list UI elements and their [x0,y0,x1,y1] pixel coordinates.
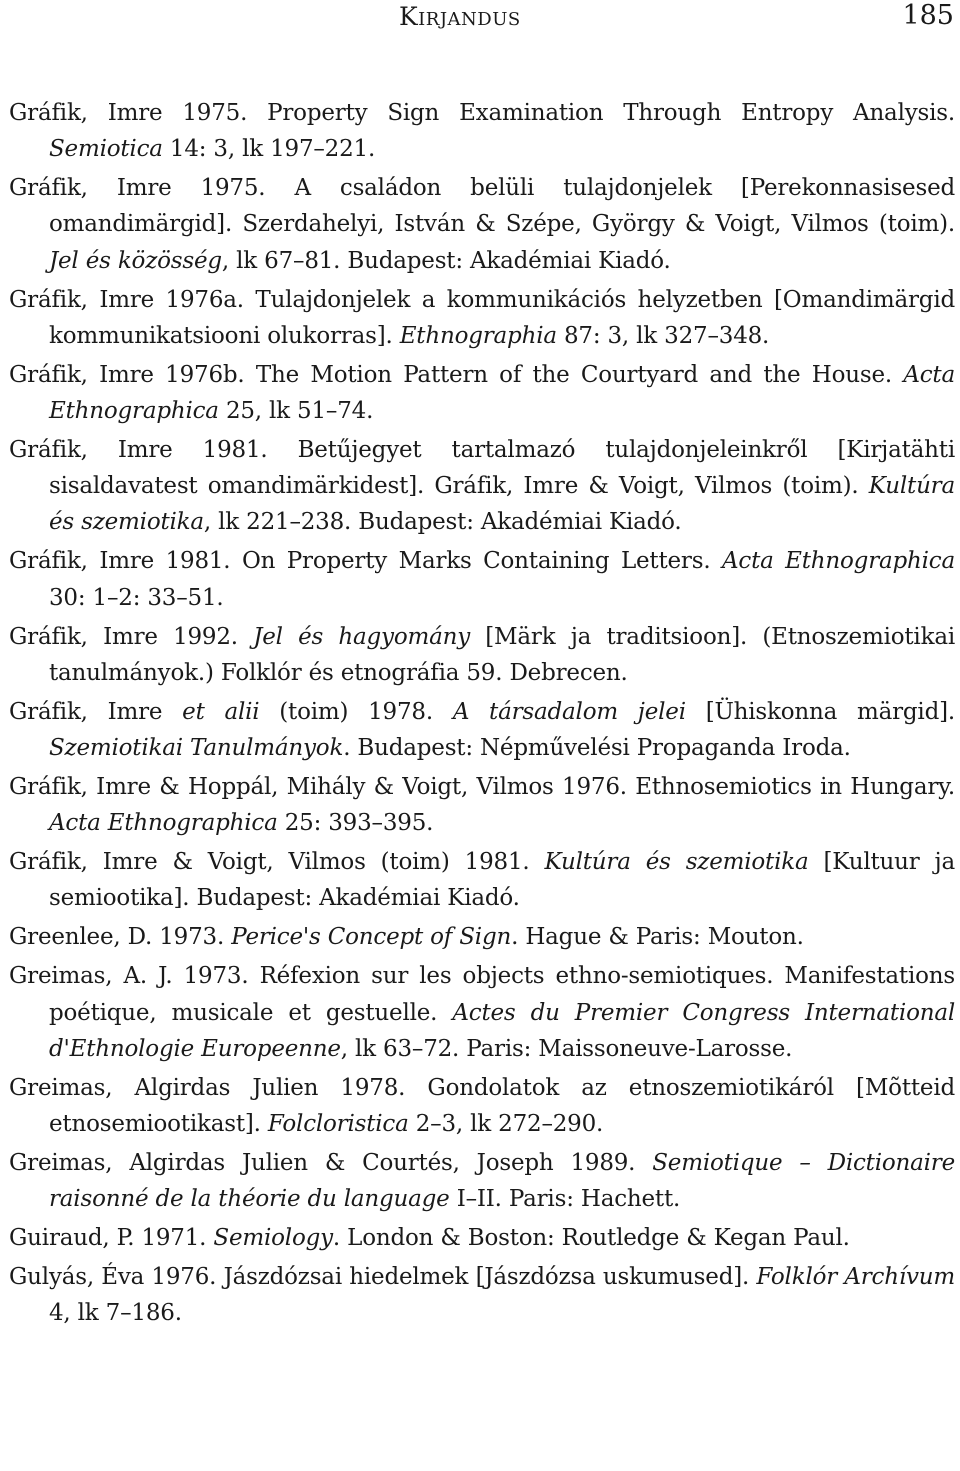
entry-text: Greimas, Algirdas Julien & Courtés, Joseph 1989. [9,1150,653,1177]
entry-title-italic: Jel és közösség [49,247,222,274]
entry-text: Gráfik, Imre 1981. On Property Marks Containing Letters. [9,548,722,575]
entry-text: . London & Boston: Routledge & Kegan Paul. [332,1225,850,1252]
entry-title-italic: Folklór Archívum [756,1264,956,1291]
entry-text: 25, lk 51–74. [218,398,374,425]
entry-text: . Hague & Paris: Mouton. [511,924,804,951]
entry-text: 87: 3, lk 327–348. [556,322,770,349]
entry-title-italic: Acta Ethnographica [49,361,955,425]
bibliography-entry [9,619,955,691]
entry-text: (toim) 1978. [259,698,453,725]
entry-text: Gráfik, Imre 1976b. The Motion Pattern of the Courtyard and the House. [9,361,904,388]
entry-text: 25: 393–395. [277,810,434,837]
bibliography-entry [9,95,955,167]
entry-title-italic: Szemiotikai Tanulmányok [49,735,344,762]
bibliography-entry [9,694,955,766]
entry-text: I–II. Paris: Hachett. [449,1186,681,1213]
entry-title-italic: Perice's Concept of Sign [231,924,512,951]
page-number: 185 [902,0,954,31]
entry-text: Gráfik, Imre 1981. Betűjegyet tartalmazó tulajdonjeleinkről [Kirjatähti sisaldavatest omandimärkidest]. Gráfik, Imre & Voigt, Vilmos (toim). [9,437,955,500]
entry-text: , lk 67–81. Budapest: Akadémiai Kiadó. [221,247,671,274]
bibliography-list [9,95,955,1334]
entry-title-italic: Ethnographia [399,322,557,349]
entry-text: 30: 1–2: 33–51. [49,584,224,611]
bibliography-entry [9,1070,955,1142]
entry-text: [Ühiskonna märgid]. [685,698,955,725]
entry-title-italic: Kultúra és szemiotika [544,849,809,876]
bibliography-entry [9,1259,955,1331]
entry-text: . Budapest: Népművelési Propaganda Iroda. [343,735,851,762]
entry-title-italic: Semiology [213,1225,333,1252]
entry-text: Gráfik, Imre & Voigt, Vilmos (toim) 1981. [9,849,545,876]
entry-text: 2–3, lk 272–290. [408,1111,604,1138]
bibliography-entry [9,769,955,841]
entry-text: , lk 63–72. Paris: Maissoneuve-Larosse. [340,1035,793,1062]
entry-text: Gráfik, Imre 1975. Property Sign Examination Through Entropy Analysis. [9,100,955,126]
bibliography-entry [9,543,955,615]
entry-text: Greimas, Algirdas Julien 1978. Gondolatok az etnoszemiotikáról [Mõtteid etnosemiootikast]. [9,1074,955,1138]
bibliography-entry [9,844,955,916]
entry-title-italic: Acta Ethnographica [721,548,955,575]
bibliography-entry [9,919,955,955]
bibliography-entry [9,357,955,429]
bibliography-entry [9,958,955,1067]
bibliography-entry [9,1220,955,1256]
entry-text: Gráfik, Imre 1975. A családon belüli tulajdonjelek [Perekonnasisesed omandimärgid]. Szerdahelyi, István & Szépe, György & Voigt, Vilmos (toim). [9,175,955,238]
entry-text: Gráfik, Imre 1992. [9,623,254,650]
entry-title-italic: Folcloristica [267,1111,409,1138]
entry-title-italic: Jel és hagyomány [253,623,470,650]
entry-title-italic: Semiotica [49,136,163,163]
entry-text: Greenlee, D. 1973. [9,924,232,951]
entry-text: , lk 221–238. Budapest: Akadémiai Kiadó. [203,509,682,536]
bibliography-entry [9,432,955,541]
entry-title-italic: Kultúra és szemiotika [49,473,955,536]
bibliography-entry [9,282,955,354]
entry-text: [Kultuur ja semiootika]. Budapest: Akadémiai Kiadó. [49,849,956,912]
entry-text: Greimas, A. J. 1973. Réfexion sur les objects ethno-semiotiques. Manifestations poétique, musicale et gestuelle. [9,963,955,1026]
entry-text: Guiraud, P. 1971. [9,1225,214,1252]
entry-title-italic: et alii [182,698,260,725]
running-title: Kirjandus [399,2,521,31]
entry-text: Gráfik, Imre [9,698,183,725]
bibliography-entry [9,170,955,279]
entry-text: Gulyás, Éva 1976. Jászdózsai hiedelmek [Jászdózsa uskumused]. [9,1264,757,1291]
entry-text: 14: 3, lk 197–221. [162,136,376,163]
entry-title-italic: Semiotique – Dictionaire raisonné de la théorie du language [49,1150,955,1213]
entry-text: Gráfik, Imre 1976a. Tulajdonjelek a kommunikációs helyzetben [Omandimärgid kommunikatsiooni olukorras]. [9,286,955,349]
entry-title-italic: Actes du Premier Congress International d'Ethnologie Europeenne [49,999,955,1062]
bibliography-entry [9,1145,955,1217]
entry-text: Gráfik, Imre & Hoppál, Mihály & Voigt, Vilmos 1976. Ethnosemiotics in Hungary. [9,774,955,801]
entry-title-italic: A társadalom jelei [452,698,686,725]
entry-title-italic: Acta Ethnographica [49,810,278,837]
entry-text: 4, lk 7–186. [49,1300,182,1327]
entry-text: [Märk ja traditsioon]. (Etnoszemiotikai tanulmányok.) Folklór és etnográfia 59. Debrecen. [49,623,955,686]
page-header [0,0,960,40]
